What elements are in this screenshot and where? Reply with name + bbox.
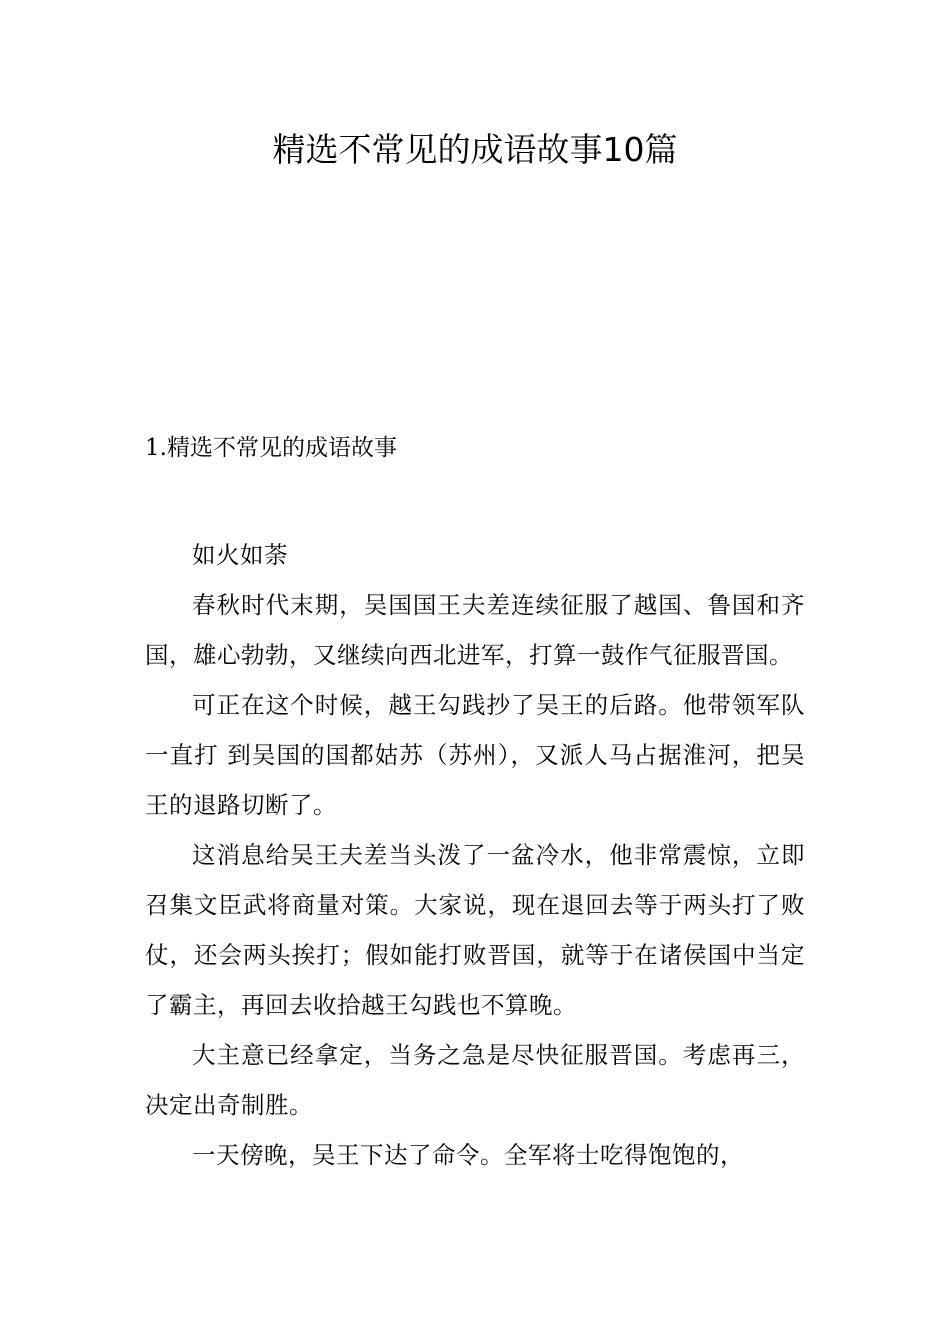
paragraph: 这消息给吴王夫差当头泼了一盆冷水，他非常震惊，立即召集文臣武将商量对策。大家说，现在退回去等于两头打了败仗，还会两头挨打；假如能打败晋国，就等于在诸侯国中当定了霸主，再回去收拾越王勾践也不算晚。	[145, 841, 805, 1019]
section-heading: 1.精选不常见的成语故事	[145, 435, 397, 461]
paragraph: 大主意已经拿定，当务之急是尽快征服晋国。考虑再三，决定出奇制胜。	[145, 1041, 805, 1119]
document-body	[145, 530, 805, 1180]
paragraph: 可正在这个时候，越王勾践抄了吴王的后路。他带领军队一直打 到吴国的国都姑苏（苏州），又派人马占据淮河，把吴王的退路切断了。	[145, 691, 805, 819]
story-title: 如火如荼	[192, 541, 288, 569]
paragraph: 一天傍晚，吴王下达了命令。全军将士吃得饱饱的，	[192, 1141, 744, 1169]
paragraph: 春秋时代末期，吴国国王夫差连续征服了越国、鲁国和齐国，雄心勃勃，又继续向西北进军，打算一鼓作气征服晋国。	[145, 591, 805, 669]
document-title: 精选不常见的成语故事10篇	[272, 130, 678, 169]
